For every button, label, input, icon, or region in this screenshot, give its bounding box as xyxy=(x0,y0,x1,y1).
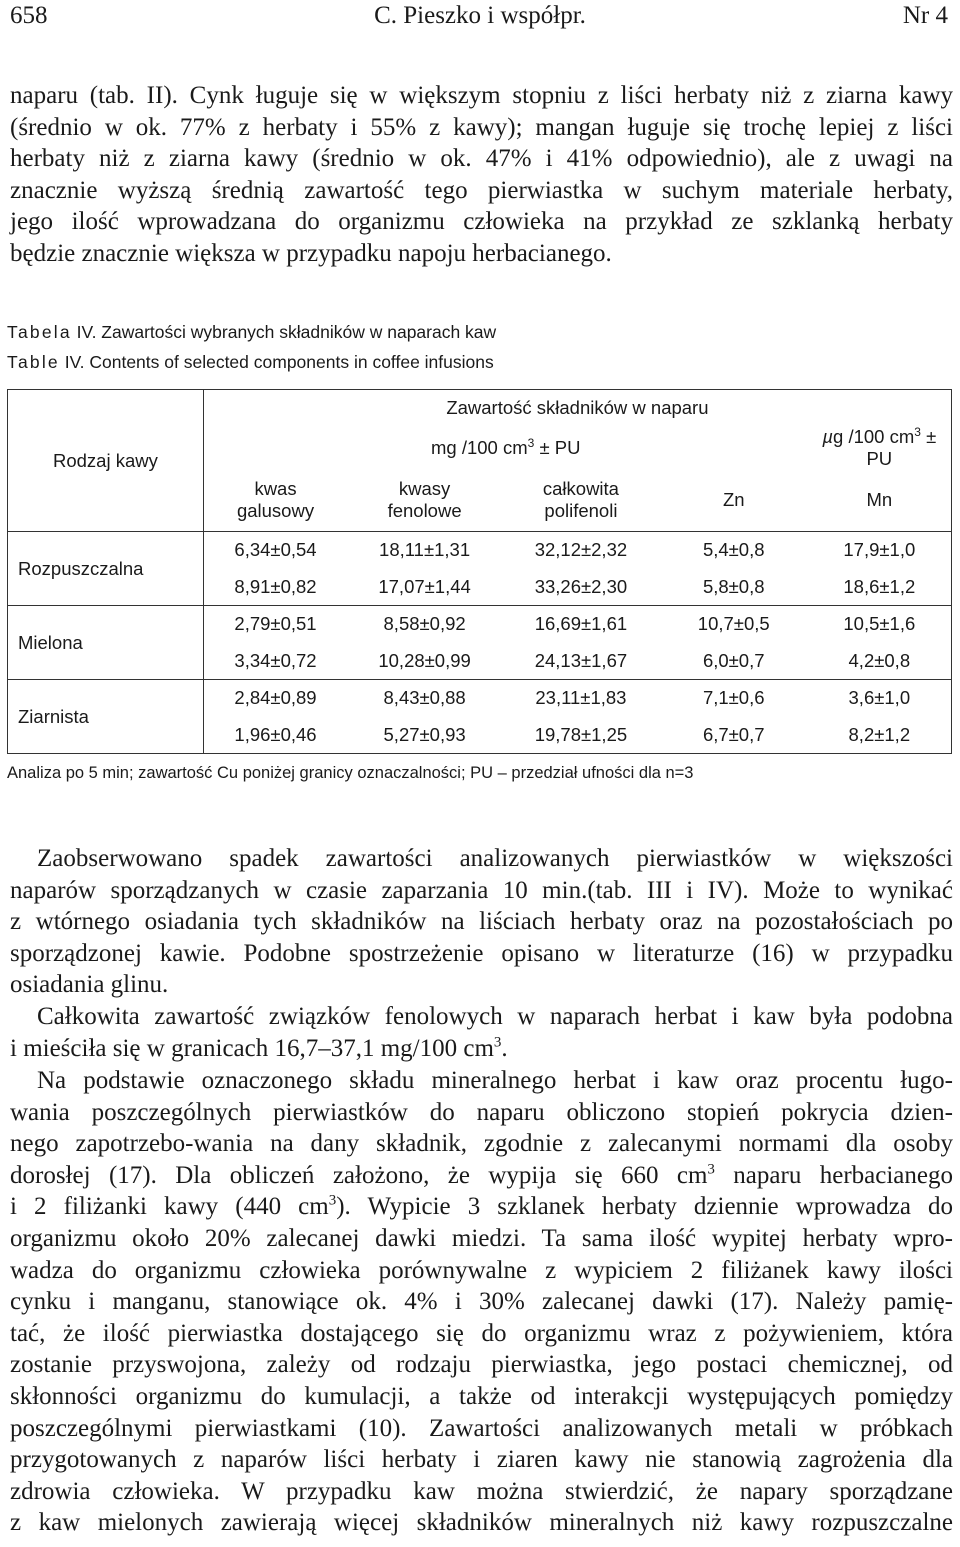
table-cell: 5,27±0,93 xyxy=(347,717,502,754)
table-cell: 6,7±0,7 xyxy=(660,717,808,754)
table-cell: 18,6±1,2 xyxy=(808,569,952,606)
table-cell: 8,91±0,82 xyxy=(203,569,347,606)
header-zn: Zn xyxy=(660,470,808,532)
paragraph-1 xyxy=(10,80,953,270)
text-line: będzie znacznie większa w przypadku napoju herbacianego. xyxy=(10,239,612,267)
text-line: Całkowita zawartość związków fenolowych w naparach herbat i kaw była podobna xyxy=(37,1003,953,1030)
table-cell: 17,9±1,0 xyxy=(808,532,952,569)
table-cell: 5,4±0,8 xyxy=(702,539,765,561)
table-title-en: IV. Contents of selected components in coffee infusions xyxy=(59,352,494,372)
paragraph-4 xyxy=(10,1065,953,1539)
header-kwas-galusowy: kwas galusowy xyxy=(203,470,347,532)
page-number: 658 xyxy=(10,2,48,29)
text-line: z wtórnego osiadania tych składników na liściach herbaty oraz na pozostałościach po xyxy=(10,908,953,936)
table-label-en: Table xyxy=(7,352,60,372)
text-line: dorosłej (17). Dla obliczeń założono, że wypija się 660 $cm^3$ naparu herbacianego xyxy=(10,1161,953,1189)
table-row xyxy=(8,606,952,643)
text-line: tać, że ilość pierwiastka dostającego się do organizmu wraz z pożywieniem, która xyxy=(10,1319,953,1347)
table-footnote: Analiza po 5 min; zawartość Cu poniżej granicy oznaczalności; PU – przedział ufności dla n=3 xyxy=(7,764,694,782)
table-cell: 7,1±0,6 xyxy=(702,687,765,709)
text-line: przygotowanych z naparów liści herbaty i ziaren kawy nie stanowią zagrożenia dla xyxy=(10,1446,953,1474)
text-line: naparu (tab. II). Cynk ługuje się w większym stopniu z liści herbaty niż z ziarna kawy xyxy=(10,82,953,109)
table-title-pl: IV. Zawartości wybranych składników w naparach kaw xyxy=(71,322,497,342)
header-unit-ug: µg /100 $cm^3$ ± PU xyxy=(808,426,952,470)
table-cell: 18,11±1,31 xyxy=(379,539,471,561)
table-cell: 6,34±0,54 xyxy=(203,532,347,569)
text-line: (średnio w ok. 77% z herbaty i 55% z kawy); mangan ługuje się trochę lepiej z liści xyxy=(10,113,953,141)
text-line: wania poszczególnych pierwiastków do naparu obliczono stopień pokrycia dzien- xyxy=(10,1098,953,1126)
table-cell: 8,43±0,88 xyxy=(383,687,466,709)
text-line: poszczególnymi pierwiastkami (10). Zawartości analizowanych metali w próbkach xyxy=(10,1414,953,1442)
text-line: osiadania glinu. xyxy=(10,971,169,999)
table-row xyxy=(8,680,952,717)
table-cell: 5,8±0,8 xyxy=(660,569,808,606)
table-cell: 23,11±1,83 xyxy=(535,687,627,709)
text-line: herbaty niż z ziarna kawy (średnio w ok. 47% i 41% odpowiednio), ale z uwagi na xyxy=(10,145,953,173)
table-cell: 16,69±1,61 xyxy=(534,613,628,635)
header-kwasy-fenolowe: kwasy fenolowe xyxy=(347,470,502,532)
data-table xyxy=(7,389,952,754)
text-line: sporządzonej kawie. Podobne spostrzeżenie opisano w literaturze (16) w przypadku xyxy=(10,939,953,967)
table-cell: 3,6±1,0 xyxy=(808,680,952,717)
table-row xyxy=(8,532,952,569)
table-cell: 2,84±0,89 xyxy=(203,680,347,717)
text-line: cynku i manganu, stanowiące ok. 4% i 30% zalecanej dawki (17). Należy pamię- xyxy=(10,1288,953,1316)
text-line: zdrowia człowieka. W przypadku kaw można stwierdzić, że napary sporządzane xyxy=(10,1477,953,1505)
row-label-rozpuszczalna: Rozpuszczalna xyxy=(8,532,204,606)
row-label-mielona: Mielona xyxy=(8,606,204,680)
header-rodzaj-kawy: Rodzaj kawy xyxy=(8,390,204,532)
paragraph-2 xyxy=(10,843,953,1001)
header-mn: Mn xyxy=(808,470,952,532)
table-cell: 2,79±0,51 xyxy=(203,606,347,643)
text-line: jego ilość wprowadzana do organizmu człowieka na przykład ze szklanką herbaty xyxy=(10,208,953,236)
header-group: Zawartość składników w naparu xyxy=(203,390,951,426)
table-cell: 3,34±0,72 xyxy=(203,643,347,680)
text-line: nego zapotrzebo-wania na dany składnik, zgodnie z zalecanymi normami dla osoby xyxy=(10,1130,953,1158)
table-cell: 24,13±1,67 xyxy=(502,643,660,680)
table-cell: 10,5±1,6 xyxy=(808,606,952,643)
table-cell: 10,28±0,99 xyxy=(347,643,502,680)
header-unit-mg: mg /100 $cm^3$ ± PU xyxy=(203,426,807,470)
paragraph-3 xyxy=(10,1001,953,1064)
table-cell: 6,0±0,7 xyxy=(660,643,808,680)
text-line: z kaw mielonych zawierają więcej składników mineralnych niż kawy rozpuszczalne xyxy=(10,1509,953,1537)
issue-number: Nr 4 xyxy=(902,2,948,29)
table-cell: 32,12±2,32 xyxy=(534,539,628,561)
running-header xyxy=(0,2,960,38)
table-cell: 1,96±0,46 xyxy=(203,717,347,754)
table-cell: 33,26±2,30 xyxy=(502,569,660,606)
table-cell: 8,58±0,92 xyxy=(383,613,466,635)
running-header-authors: C. Pieszko i współpr. xyxy=(374,2,586,29)
text-line: znacznie wyższą średnią zawartość tego pierwiastka w suchym materiale herbaty, xyxy=(10,176,953,204)
text-line: Zaobserwowano spadek zawartości analizowanych pierwiastków w większości xyxy=(37,845,953,872)
table-cell: 19,78±1,25 xyxy=(502,717,660,754)
row-label-ziarnista: Ziarnista xyxy=(8,680,204,754)
table-caption-pl xyxy=(7,322,496,343)
table-cell: 10,7±0,5 xyxy=(697,613,770,635)
table-caption-en xyxy=(7,352,494,373)
text-line: Na podstawie oznaczonego składu mineralnego herbat i kaw oraz procentu ługo- xyxy=(37,1067,953,1094)
text-line: i 2 filiżanki kawy (440 $cm^3$). Wypicie 3 szklanek herbaty dziennie wprowadza do xyxy=(10,1193,954,1221)
text-line: wadza do organizmu człowieka porównywalne z wypiciem 2 filiżanek kawy ilości xyxy=(10,1256,953,1284)
table-cell: 8,2±1,2 xyxy=(808,717,952,754)
header-calkowita-polifenoli: całkowita polifenoli xyxy=(502,470,660,532)
text-line: skłonności organizmu do kumulacji, a także od interakcji występujących pomiędzy xyxy=(10,1382,953,1410)
text-line: naparów sporządzanych w czasie zaparzania 10 min.(tab. III i IV). Może to wynikać xyxy=(10,876,953,904)
table-cell: 4,2±0,8 xyxy=(808,643,952,680)
table-label-pl: Tabela xyxy=(7,322,72,342)
text-line: zostanie przyswojona, zależy od rodzaju pierwiastka, jego postaci chemicznej, od xyxy=(10,1351,953,1379)
text-line: organizmu około 20% zalecanej dawki miedzi. Ta sama ilość wypitej herbaty wpro- xyxy=(10,1224,953,1252)
text-line: i mieściła się w granicach 16,7–37,1 mg/100 $cm^3$. xyxy=(10,1034,508,1062)
table-cell: 17,07±1,44 xyxy=(347,569,502,606)
